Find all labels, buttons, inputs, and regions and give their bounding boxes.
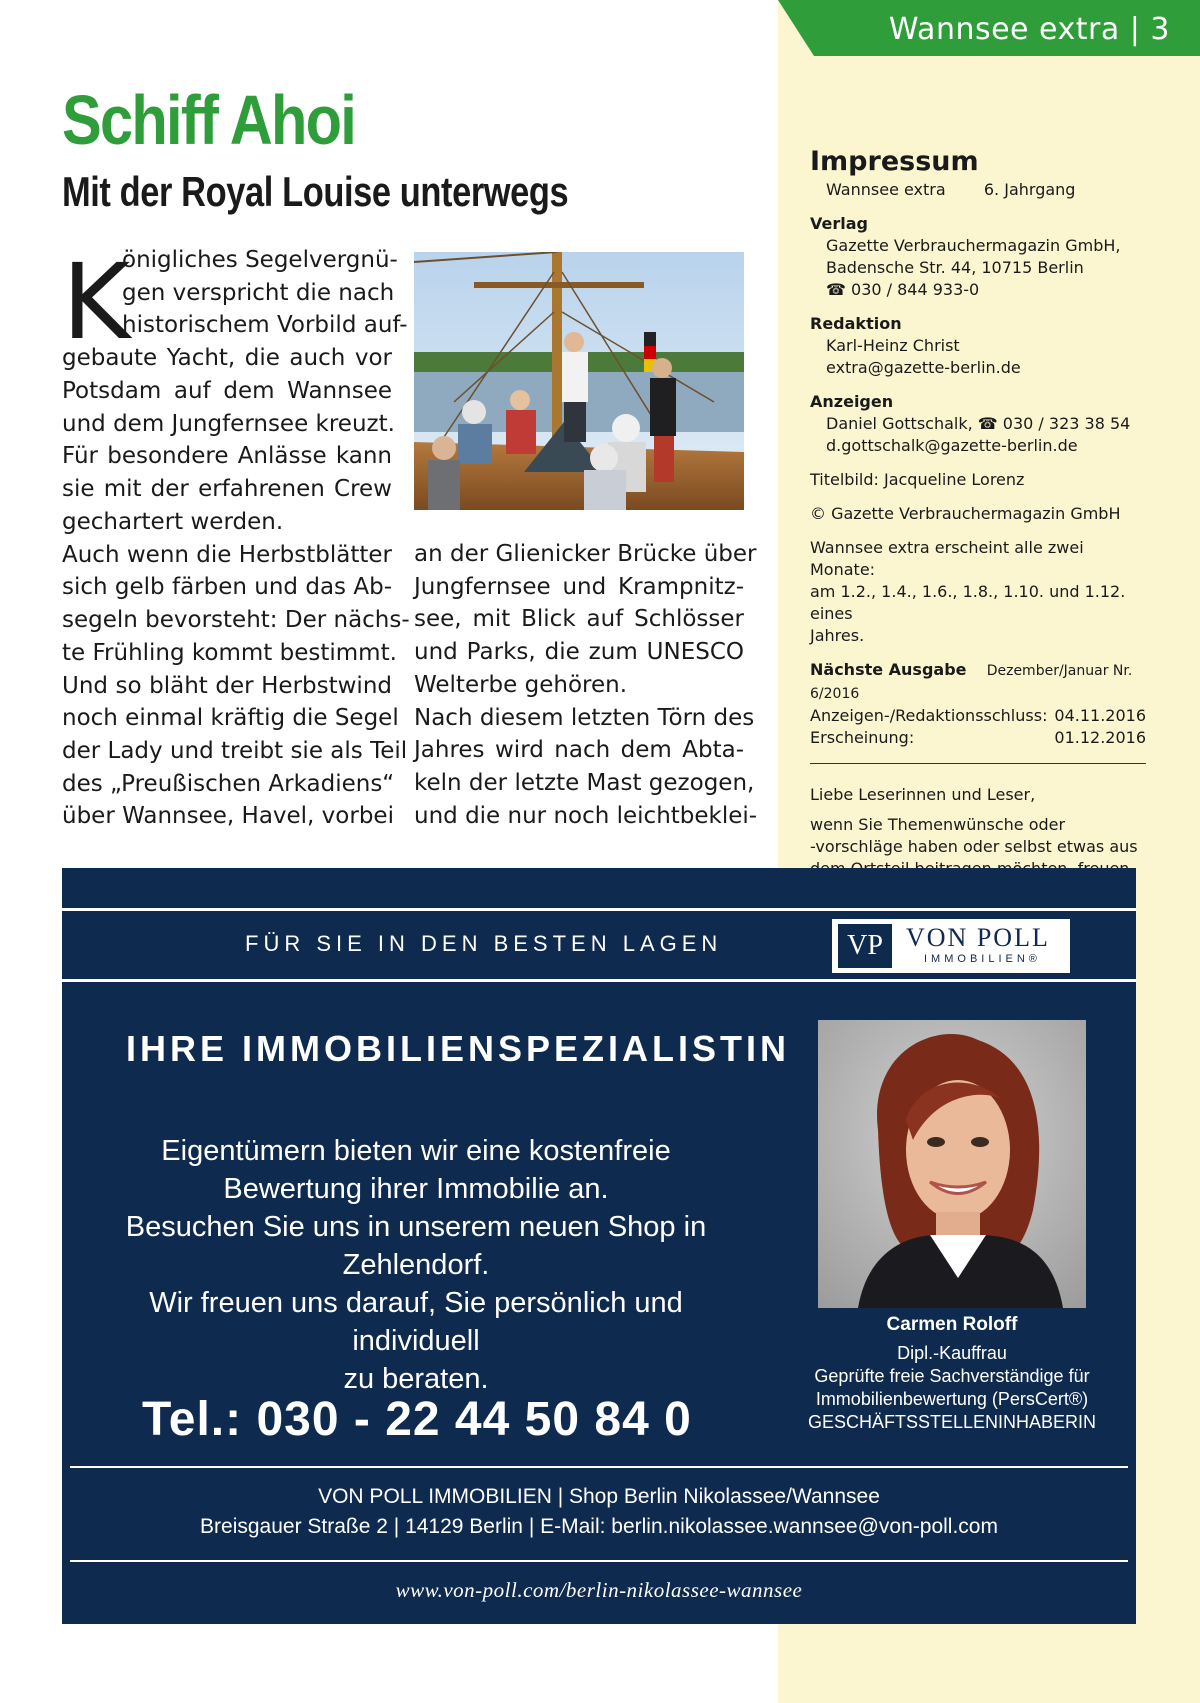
impressum-verlag-address: Badensche Str. 44, 10715 Berlin	[826, 258, 1084, 277]
von-poll-logo	[832, 919, 1070, 973]
impressum-anzeigen-name: Daniel Gottschalk, ☎ 030 / 323 38 54	[826, 414, 1131, 433]
impressum-frequency: am 1.2., 1.4., 1.6., 1.8., 1.10. und 1.12. eines	[810, 582, 1126, 623]
article-line: und Parks, die zum UNESCO	[414, 639, 744, 666]
ad-address: VON POLL IMMOBILIEN | Shop Berlin Nikolassee/Wannsee Breisgauer Straße 2 | 14129 Berlin | E-Mail: berlin.nikolassee.wannsee@von-poll.com	[200, 1485, 998, 1538]
impressum-redaktion-name: Karl-Heinz Christ	[826, 336, 960, 355]
impressum-frequency: Wannsee extra erscheint alle zwei Monate:	[810, 538, 1084, 579]
impressum-redaktion-label: Redaktion	[810, 314, 902, 333]
article-line: und die nur noch leichtbeklei-	[414, 802, 758, 829]
impressum	[810, 146, 1150, 924]
article-line: te Frühling kommt bestimmt.	[62, 639, 397, 666]
reader-note: Liebe Leserinnen und Leser,	[810, 785, 1036, 804]
impressum-verlag-label: Verlag	[810, 214, 868, 233]
article-line: Potsdam auf dem Wannsee	[62, 377, 392, 404]
header-section-label: Wannsee extra | 3	[888, 12, 1170, 47]
ad-divider	[70, 1560, 1128, 1562]
impressum-anzeigen-label: Anzeigen	[810, 392, 894, 411]
logo-name: VON POLL	[906, 923, 1050, 952]
ad-slogan-band	[62, 908, 1136, 982]
article-line: gebaute Yacht, die auch vor	[62, 345, 392, 372]
article-line: Auch wenn die Herbstblätter	[62, 541, 392, 568]
article-line: segeln bevorsteht: Der nächs-	[62, 607, 410, 634]
article-line: Nach diesem letzten Törn des	[414, 704, 755, 731]
ad-divider	[70, 1466, 1128, 1468]
ad-slogan: FÜR SIE IN DEN BESTEN LAGEN	[245, 931, 723, 956]
article-line: see, mit Blick auf Schlösser	[414, 606, 744, 633]
article-line: noch einmal kräftig die Segel	[62, 705, 399, 732]
impressum-release: Erscheinung: 01.12.2016	[810, 728, 1146, 747]
article-line: keln der letzte Mast gezogen,	[414, 769, 755, 796]
article-line: Welterbe gehören.	[414, 671, 628, 698]
impressum-deadline: Anzeigen-/Redaktionsschluss: 04.11.2016	[810, 706, 1146, 725]
von-poll-advertisement	[62, 868, 1136, 1624]
article-line: sie mit der erfahrenen Crew	[62, 475, 392, 502]
impressum-titelbild: Titelbild: Jacqueline Lorenz	[810, 470, 1025, 489]
article-title: Schiff Ahoi	[62, 81, 356, 159]
agent-portrait	[818, 1020, 1086, 1308]
impressum-publication: Wannsee extra 6. Jahrgang	[826, 180, 1076, 199]
article-line: sich gelb färben und das Ab-	[62, 574, 392, 601]
article-line: des „Preußischen Arkadiens“	[62, 770, 395, 797]
article-line: önigliches Segelvergnü-	[122, 247, 398, 273]
article-subtitle: Mit der Royal Louise unterwegs	[62, 168, 569, 215]
article-line: Jahres wird nach dem Abta-	[414, 737, 744, 764]
impressum-verlag-name: Gazette Verbrauchermagazin GmbH,	[826, 236, 1121, 255]
article-line: über Wannsee, Havel, vorbei	[62, 803, 394, 830]
agent-details: Dipl.-Kauffrau Geprüfte freie Sachverständige für Immobilienbewertung (PersCert®) GESCHÄFTSSTELLENINHABERIN	[807, 1343, 1097, 1432]
impressum-verlag-phone: ☎ 030 / 844 933-0	[826, 280, 980, 299]
drop-cap: K	[62, 241, 131, 363]
ship-deck-photo	[414, 252, 744, 510]
page-number: 3	[1150, 12, 1170, 47]
impressum-next-issue: Nächste Ausgabe Dezember/Januar Nr. 6/2016	[810, 660, 1133, 702]
impressum-anzeigen-email[interactable]: d.gottschalk@gazette-berlin.de	[826, 436, 1078, 455]
article-line: gechartert werden.	[62, 509, 284, 535]
article-line: Für besondere Anlässe kann	[62, 443, 392, 470]
impressum-redaktion-email[interactable]: extra@gazette-berlin.de	[826, 358, 1021, 377]
article-line: Jungfernsee und Krampnitz-	[414, 573, 744, 600]
reader-note: -vorschläge haben oder selbst etwas aus	[810, 837, 1138, 856]
agent-name: Carmen Roloff	[886, 1314, 1018, 1335]
article-line: gen verspricht die nach	[122, 279, 395, 306]
divider	[810, 763, 1146, 764]
impressum-volume: 6. Jahrgang	[983, 180, 1076, 199]
article-line: und dem Jungfernsee kreuzt.	[62, 410, 395, 437]
impressum-title: Impressum	[810, 146, 979, 177]
article-line: Und so bläht der Herbstwind	[62, 672, 392, 699]
article-line: der Lady und treibt sie als Teil	[62, 737, 408, 764]
impressum-frequency: Jahres.	[810, 626, 865, 645]
article-line: an der Glienicker Brücke über	[414, 541, 757, 567]
ad-website-link[interactable]: www.von-poll.com/berlin-nikolassee-wannsee	[395, 1578, 803, 1602]
logo-subtitle: IMMOBILIEN®	[924, 953, 1041, 965]
page-header	[778, 0, 1200, 56]
logo-mark: VP	[838, 924, 892, 968]
ad-body-text: Eigentümern bieten wir eine kostenfreie Bewertung ihrer Immobilie an. Besuchen Sie uns in unserem neuen Shop in Zehlendorf. Wir freuen uns darauf, Sie persönlich und individuell zu beraten.	[125, 1135, 707, 1395]
ad-title: IHRE IMMOBILIENSPEZIALISTIN	[126, 1028, 791, 1069]
impressum-copyright: © Gazette Verbrauchermagazin GmbH	[810, 504, 1121, 523]
article-column-1	[62, 241, 410, 833]
article-column-2	[414, 538, 758, 832]
reader-note: wenn Sie Themenwünsche oder	[810, 815, 1066, 834]
ad-phone[interactable]: Tel.: 030 - 22 44 50 84 0	[142, 1393, 692, 1446]
article-line: historischem Vorbild auf-	[122, 312, 408, 339]
